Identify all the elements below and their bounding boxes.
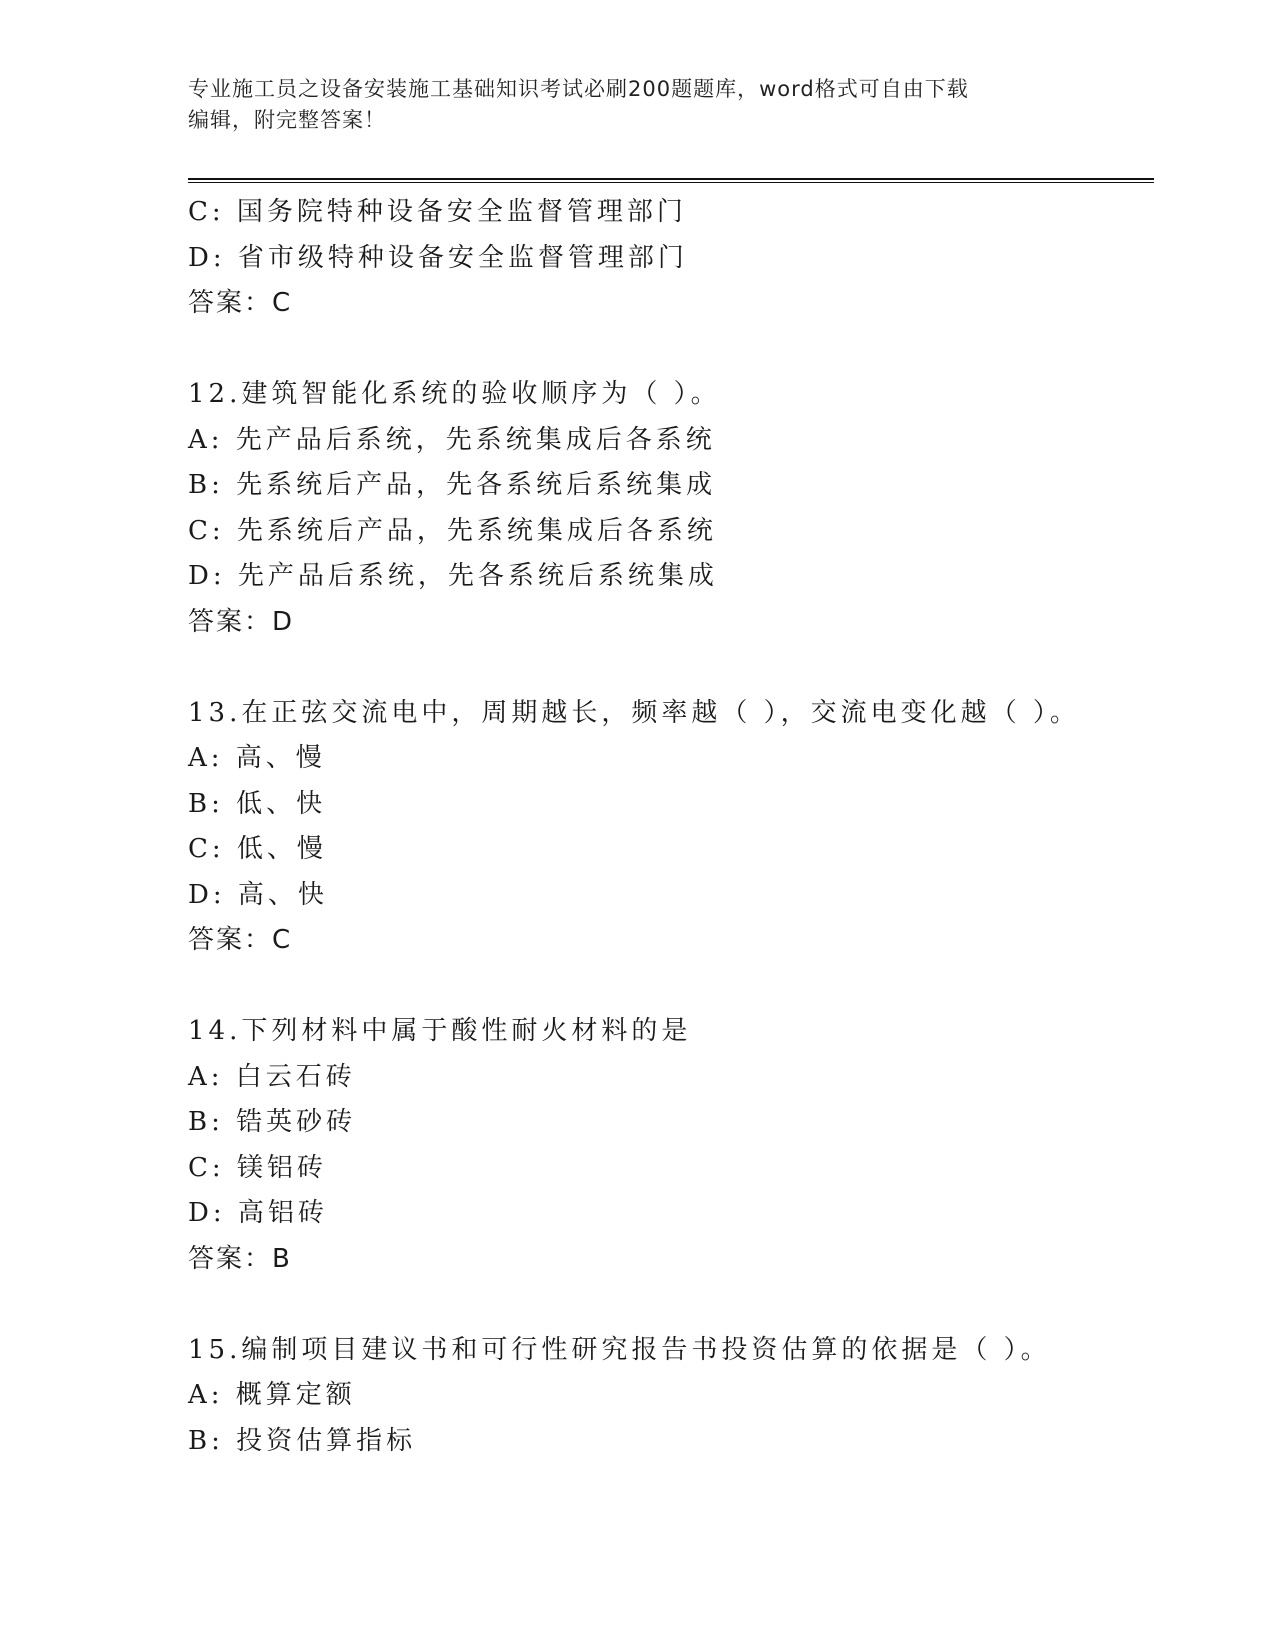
document-header xyxy=(188,74,1068,136)
answer-line: 答案：C xyxy=(188,925,293,955)
option-a: A: 白云石砖 xyxy=(188,1061,356,1092)
spacer xyxy=(188,964,1154,1010)
option-a: A: 概算定额 xyxy=(188,1380,356,1410)
question-list xyxy=(188,190,1154,1464)
option-d: D: 先产品后系统，先各系统后系统集成 xyxy=(188,561,718,591)
option-b: B: 先系统后产品，先各系统后系统集成 xyxy=(188,470,717,500)
spacer xyxy=(188,1282,1154,1328)
answer-line: 答案：B xyxy=(188,1243,292,1274)
question-13: 13.在正弦交流电中，周期越长，频率越（ ），交流电变化越（ ）。 xyxy=(188,697,1080,728)
option-c: C: 先系统后产品，先系统集成后各系统 xyxy=(188,515,717,546)
option-b: B: 低、快 xyxy=(188,788,327,819)
question-15: 15.编制项目建议书和可行性研究报告书投资估算的依据是（ ）。 xyxy=(188,1334,1051,1365)
option-c: C: 国务院特种设备安全监督管理部门 xyxy=(188,197,687,227)
option-d: D: 省市级特种设备安全监督管理部门 xyxy=(188,242,688,273)
spacer xyxy=(188,645,1154,691)
option-b: B: 投资估算指标 xyxy=(188,1425,417,1456)
header-divider-thick xyxy=(188,178,1154,180)
option-d: D: 高、快 xyxy=(188,879,328,910)
option-d: D: 高铝砖 xyxy=(188,1198,328,1228)
option-b: B: 锆英砂砖 xyxy=(188,1107,357,1137)
question-14: 14.下列材料中属于酸性耐火材料的是 xyxy=(188,1016,692,1046)
question-12: 12.建筑智能化系统的验收顺序为（ ）。 xyxy=(188,379,721,409)
answer-line: 答案：C xyxy=(188,288,293,318)
option-c: C: 低、慢 xyxy=(188,834,327,864)
header-divider-thin xyxy=(188,182,1154,183)
option-c: C: 镁铝砖 xyxy=(188,1152,327,1183)
option-a: A: 先产品后系统，先系统集成后各系统 xyxy=(188,424,716,455)
spacer xyxy=(188,327,1154,373)
answer-line: 答案：D xyxy=(188,606,295,637)
header-title-line-2: 编辑，附完整答案！ xyxy=(188,108,386,132)
option-a: A: 高、慢 xyxy=(188,743,326,773)
header-title-line-1: 专业施工员之设备安装施工基础知识考试必刷200题题库，word格式可自由下载 xyxy=(188,77,969,101)
